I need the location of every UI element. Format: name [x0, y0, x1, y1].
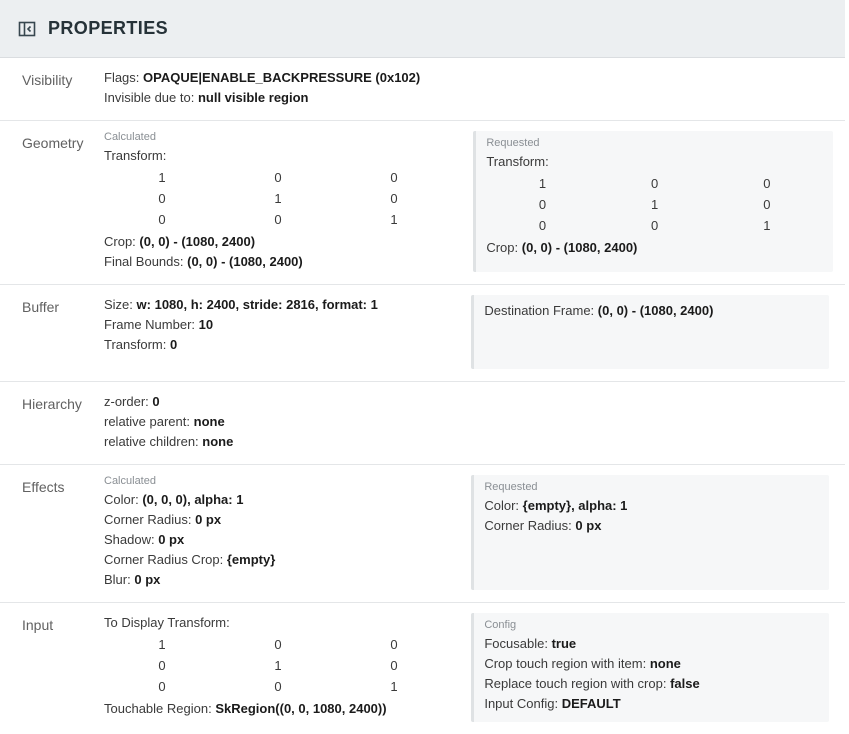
buffer-transform-label: Transform:: [104, 337, 167, 352]
effects-requested-corner-radius-row: [484, 516, 819, 536]
matrix-cell: 1: [651, 197, 659, 212]
buffer-transform-row: [104, 335, 461, 355]
visibility-invisible-value: null visible region: [197, 90, 309, 105]
matrix-cell: 0: [763, 197, 771, 212]
matrix-cell: 1: [158, 170, 166, 185]
matrix-cell: 0: [158, 212, 166, 227]
input-config-value: DEFAULT: [561, 696, 621, 711]
geometry-requested-crop-label: Crop:: [486, 240, 519, 255]
effects-corner-radius-crop-value: {empty}: [226, 552, 276, 567]
matrix-cell: 0: [158, 658, 166, 673]
effects-requested-spacer2: [484, 556, 819, 576]
geometry-calculated-title: Calculated: [104, 131, 156, 143]
buffer-destination-frame-row: [484, 301, 819, 321]
effects-requested-corner-radius-value: 0 px: [575, 518, 602, 533]
geometry-calculated: [104, 131, 463, 272]
effects-shadow-label: Shadow:: [104, 532, 155, 547]
input-config: [471, 613, 829, 722]
section-visibility: [0, 58, 845, 121]
input-crop-touch-row: [484, 654, 819, 674]
section-geometry: [0, 121, 845, 285]
hierarchy-zorder-label: z-order:: [104, 394, 149, 409]
hierarchy-relative-children-row: [104, 432, 829, 452]
hierarchy-relative-parent-value: none: [193, 414, 225, 429]
input-touchable-region-row: [104, 699, 461, 719]
input-crop-touch-label: Crop touch region with item:: [484, 656, 647, 671]
effects-calculated-title: Calculated: [104, 475, 156, 487]
matrix-cell: 0: [274, 637, 282, 652]
buffer-frame-number-value: 10: [198, 317, 214, 332]
geometry-crop-row: [104, 232, 463, 252]
input-config-title: Config: [484, 619, 517, 631]
effects-corner-radius-crop-row: [104, 550, 461, 570]
geometry-calculated-matrix: [104, 167, 463, 230]
geometry-crop-value: (0, 0) - (1080, 2400): [139, 234, 256, 249]
geometry-calculated-transform-label: Transform:: [104, 148, 167, 163]
buffer-calculated: [104, 295, 461, 369]
effects-requested: [471, 475, 829, 590]
effects-color-value: (0, 0, 0), alpha: 1: [142, 492, 244, 507]
matrix-cell: 1: [538, 176, 547, 191]
matrix-cell: 1: [158, 637, 166, 652]
section-label-buffer: Buffer: [22, 299, 60, 315]
input-touchable-region-value: SkRegion((0, 0, 1080, 2400)): [215, 701, 387, 716]
page-title: PROPERTIES: [48, 18, 169, 38]
geometry-final-bounds-value: (0, 0) - (1080, 2400): [187, 254, 303, 269]
section-label-effects: Effects: [22, 479, 65, 495]
buffer-frame-number-row: [104, 315, 461, 335]
hierarchy-relative-children-label: relative children:: [104, 434, 199, 449]
effects-blur-value: 0 px: [134, 572, 161, 587]
input-to-display-transform-label: To Display Transform:: [104, 615, 230, 630]
geometry-requested-crop-value: (0, 0) - (1080, 2400): [521, 240, 638, 255]
section-label-visibility: Visibility: [22, 72, 73, 88]
effects-requested-color-value: {empty}, alpha: 1: [522, 498, 628, 513]
effects-requested-corner-radius-label: Corner Radius:: [484, 518, 572, 533]
effects-calculated: [104, 475, 461, 590]
buffer-destination-frame-label: Destination Frame:: [484, 303, 595, 318]
matrix-cell: 1: [274, 191, 282, 206]
section-label-hierarchy: Hierarchy: [22, 396, 82, 412]
matrix-cell: 0: [538, 197, 547, 212]
hierarchy-zorder-row: [104, 392, 829, 412]
geometry-requested-crop-row: [486, 238, 823, 258]
effects-shadow-value: 0 px: [158, 532, 185, 547]
buffer-destination-frame-spacer2: [484, 341, 819, 361]
input-replace-touch-row: [484, 674, 819, 694]
matrix-cell: 1: [763, 218, 771, 233]
effects-requested-title: Requested: [484, 481, 538, 493]
matrix-cell: 0: [274, 212, 282, 227]
effects-shadow-row: [104, 530, 461, 550]
matrix-cell: 0: [158, 191, 166, 206]
matrix-cell: 0: [538, 218, 547, 233]
geometry-crop-label: Crop:: [104, 234, 136, 249]
hierarchy-zorder-value: 0: [152, 394, 160, 409]
section-input: [0, 603, 845, 734]
input-focusable-row: [484, 634, 819, 654]
section-label-geometry: Geometry: [22, 135, 84, 151]
matrix-cell: 1: [274, 658, 282, 673]
geometry-requested-title: Requested: [486, 137, 540, 149]
matrix-cell: 0: [390, 637, 398, 652]
matrix-cell: 0: [390, 191, 398, 206]
effects-corner-radius-label: Corner Radius:: [104, 512, 192, 527]
buffer-size-row: [104, 295, 461, 315]
matrix-cell: 0: [390, 170, 398, 185]
geometry-final-bounds-label: Final Bounds:: [104, 254, 184, 269]
input-replace-touch-label: Replace touch region with crop:: [484, 676, 667, 691]
effects-corner-radius-value: 0 px: [195, 512, 222, 527]
matrix-cell: 0: [390, 658, 398, 673]
geometry-final-bounds-row: [104, 252, 463, 272]
input-calculated: [104, 613, 461, 722]
buffer-destination-frame-value: (0, 0) - (1080, 2400): [597, 303, 714, 318]
matrix-cell: 1: [390, 212, 398, 227]
matrix-cell: 0: [651, 218, 659, 233]
input-touchable-region-label: Touchable Region:: [104, 701, 212, 716]
buffer-destination-frame-spacer: [484, 321, 819, 341]
matrix-cell: 0: [651, 176, 659, 191]
visibility-invisible-row: [104, 88, 829, 108]
visibility-invisible-label: Invisible due to:: [104, 90, 195, 105]
geometry-requested: [473, 131, 833, 272]
collapse-panel-icon[interactable]: [16, 18, 38, 40]
hierarchy-relative-children-value: none: [202, 434, 234, 449]
input-config-row: [484, 694, 819, 714]
input-focusable-label: Focusable:: [484, 636, 548, 651]
visibility-flags-label: Flags:: [104, 70, 140, 85]
input-replace-touch-value: false: [670, 676, 700, 691]
geometry-requested-transform-label: Transform:: [486, 154, 549, 169]
section-effects: [0, 465, 845, 603]
geometry-requested-matrix: [486, 173, 823, 236]
buffer-size-value: w: 1080, h: 2400, stride: 2816, format: 1: [136, 297, 378, 312]
effects-color-row: [104, 490, 461, 510]
buffer-destination-frame: [471, 295, 829, 369]
section-label-input: Input: [22, 617, 54, 633]
effects-requested-color-label: Color:: [484, 498, 520, 513]
buffer-frame-number-label: Frame Number:: [104, 317, 196, 332]
input-crop-touch-value: none: [649, 656, 681, 671]
matrix-cell: 1: [390, 679, 398, 694]
hierarchy-relative-parent-label: relative parent:: [104, 414, 190, 429]
input-focusable-value: true: [551, 636, 577, 651]
matrix-cell: 0: [274, 170, 282, 185]
effects-blur-row: [104, 570, 461, 590]
panel-header: [0, 0, 845, 58]
input-config-label: Input Config:: [484, 696, 559, 711]
section-hierarchy: [0, 382, 845, 465]
effects-corner-radius-row: [104, 510, 461, 530]
effects-requested-color-row: [484, 496, 819, 516]
matrix-cell: 0: [763, 176, 771, 191]
effects-corner-radius-crop-label: Corner Radius Crop:: [104, 552, 224, 567]
matrix-cell: 0: [158, 679, 166, 694]
buffer-transform-value: 0: [169, 337, 178, 352]
effects-blur-label: Blur:: [104, 572, 131, 587]
matrix-cell: 0: [274, 679, 282, 694]
section-buffer: [0, 285, 845, 382]
input-matrix: [104, 634, 461, 697]
visibility-flags-value: OPAQUE|ENABLE_BACKPRESSURE (0x102): [143, 70, 421, 85]
visibility-flags-row: [104, 68, 829, 88]
effects-requested-spacer: [484, 536, 819, 556]
effects-color-label: Color:: [104, 492, 139, 507]
buffer-size-label: Size:: [104, 297, 133, 312]
hierarchy-relative-parent-row: [104, 412, 829, 432]
